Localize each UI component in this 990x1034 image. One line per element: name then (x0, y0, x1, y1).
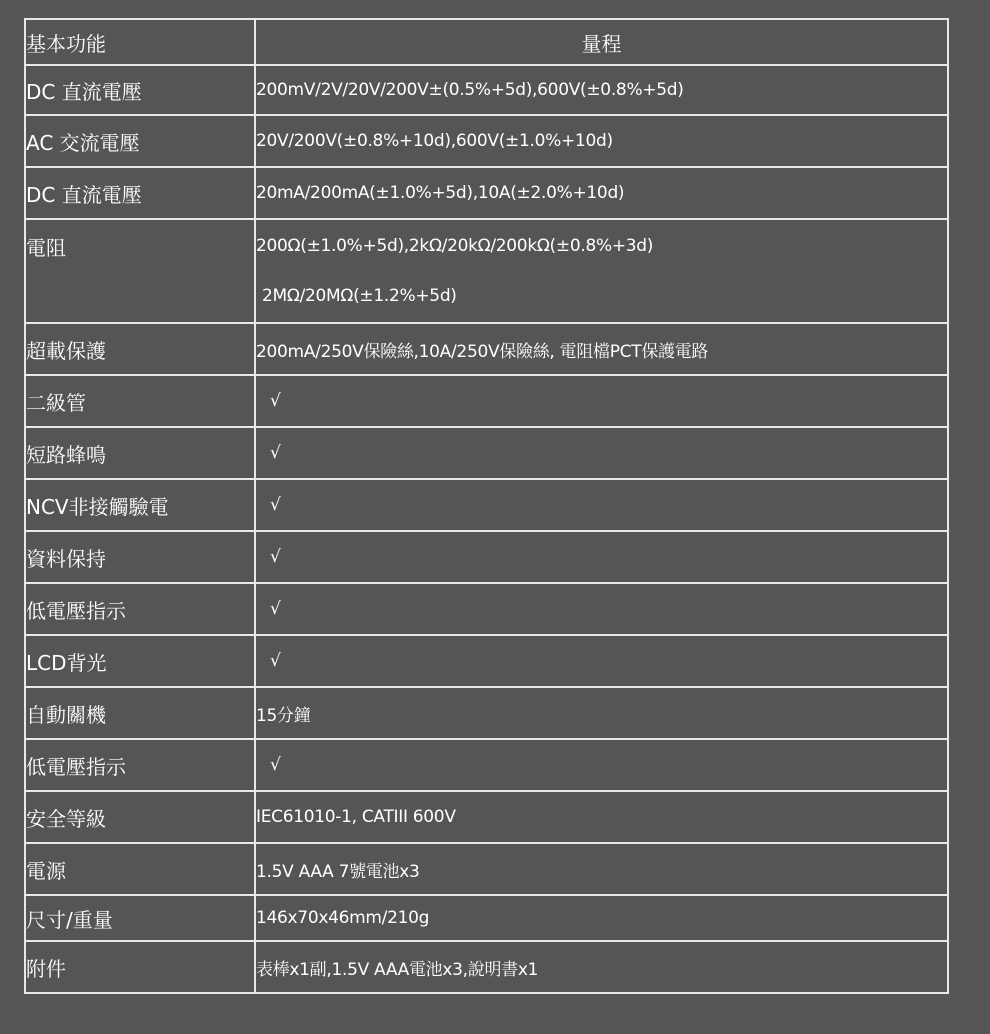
check-mark: √ (270, 391, 281, 411)
range-cell (255, 635, 948, 687)
feature-cell: 自動關機 (25, 687, 255, 739)
check-mark: √ (270, 495, 281, 515)
range-text: 200mA/250V保險絲,10A/250V保險絲, 電阻檔PCT保護電路 (256, 341, 709, 362)
range-text: 表棒x1副,1.5V AAA電池x3,說明書x1 (256, 959, 539, 980)
table-row (25, 635, 948, 687)
table-row (25, 739, 948, 791)
table-row (25, 323, 948, 375)
range-cell (255, 65, 948, 115)
spec-table (24, 18, 949, 994)
range-cell (255, 479, 948, 531)
table-row (25, 479, 948, 531)
range-text: 200Ω(±1.0%+5d),2kΩ/20kΩ/200kΩ(±0.8%+3d) (256, 236, 654, 256)
feature-cell: 低電壓指示 (25, 739, 255, 791)
range-cell (255, 941, 948, 993)
range-cell (255, 687, 948, 739)
range-cell (255, 895, 948, 941)
feature-cell: 電阻 (25, 219, 255, 323)
feature-cell: LCD背光 (25, 635, 255, 687)
feature-cell: 資料保持 (25, 531, 255, 583)
feature-cell: 安全等級 (25, 791, 255, 843)
feature-cell: 短路蜂鳴 (25, 427, 255, 479)
table-row (25, 219, 948, 323)
feature-cell: 超載保護 (25, 323, 255, 375)
table-header-row (25, 19, 948, 65)
range-cell (255, 531, 948, 583)
feature-cell: 二級管 (25, 375, 255, 427)
spec-table-body (25, 19, 948, 993)
range-text: 2MΩ/20MΩ(±1.2%+5d) (262, 286, 457, 306)
table-row (25, 115, 948, 167)
table-row (25, 167, 948, 219)
feature-cell: AC 交流電壓 (25, 115, 255, 167)
table-row (25, 375, 948, 427)
table-row (25, 687, 948, 739)
range-text: 15分鐘 (256, 705, 311, 726)
check-mark: √ (270, 651, 281, 671)
table-row (25, 895, 948, 941)
feature-cell: DC 直流電壓 (25, 65, 255, 115)
range-cell (255, 219, 948, 323)
feature-cell: 附件 (25, 941, 255, 993)
range-text: 146x70x46mm/210g (256, 908, 430, 928)
header-feature: 基本功能 (25, 19, 255, 65)
range-cell (255, 167, 948, 219)
range-cell (255, 375, 948, 427)
check-mark: √ (270, 547, 281, 567)
range-cell (255, 739, 948, 791)
range-text: 1.5V AAA 7號電池x3 (256, 861, 420, 882)
range-cell (255, 583, 948, 635)
table-row (25, 65, 948, 115)
range-cell (255, 427, 948, 479)
table-row (25, 427, 948, 479)
check-mark: √ (270, 755, 281, 775)
range-cell (255, 115, 948, 167)
table-row (25, 531, 948, 583)
range-cell (255, 843, 948, 895)
range-text: 20mA/200mA(±1.0%+5d),10A(±2.0%+10d) (256, 183, 625, 203)
range-text: IEC61010-1, CATIII 600V (256, 807, 456, 827)
table-row (25, 583, 948, 635)
table-row (25, 843, 948, 895)
range-text: 200mV/2V/20V/200V±(0.5%+5d),600V(±0.8%+5d) (256, 80, 684, 100)
feature-cell: DC 直流電壓 (25, 167, 255, 219)
table-row (25, 791, 948, 843)
range-text: 20V/200V(±0.8%+10d),600V(±1.0%+10d) (256, 131, 613, 151)
range-cell (255, 791, 948, 843)
table-row (25, 941, 948, 993)
feature-cell: NCV非接觸驗電 (25, 479, 255, 531)
range-cell (255, 323, 948, 375)
feature-cell: 低電壓指示 (25, 583, 255, 635)
check-mark: √ (270, 599, 281, 619)
feature-cell: 電源 (25, 843, 255, 895)
header-range: 量程 (255, 19, 948, 65)
feature-cell: 尺寸/重量 (25, 895, 255, 941)
check-mark: √ (270, 443, 281, 463)
